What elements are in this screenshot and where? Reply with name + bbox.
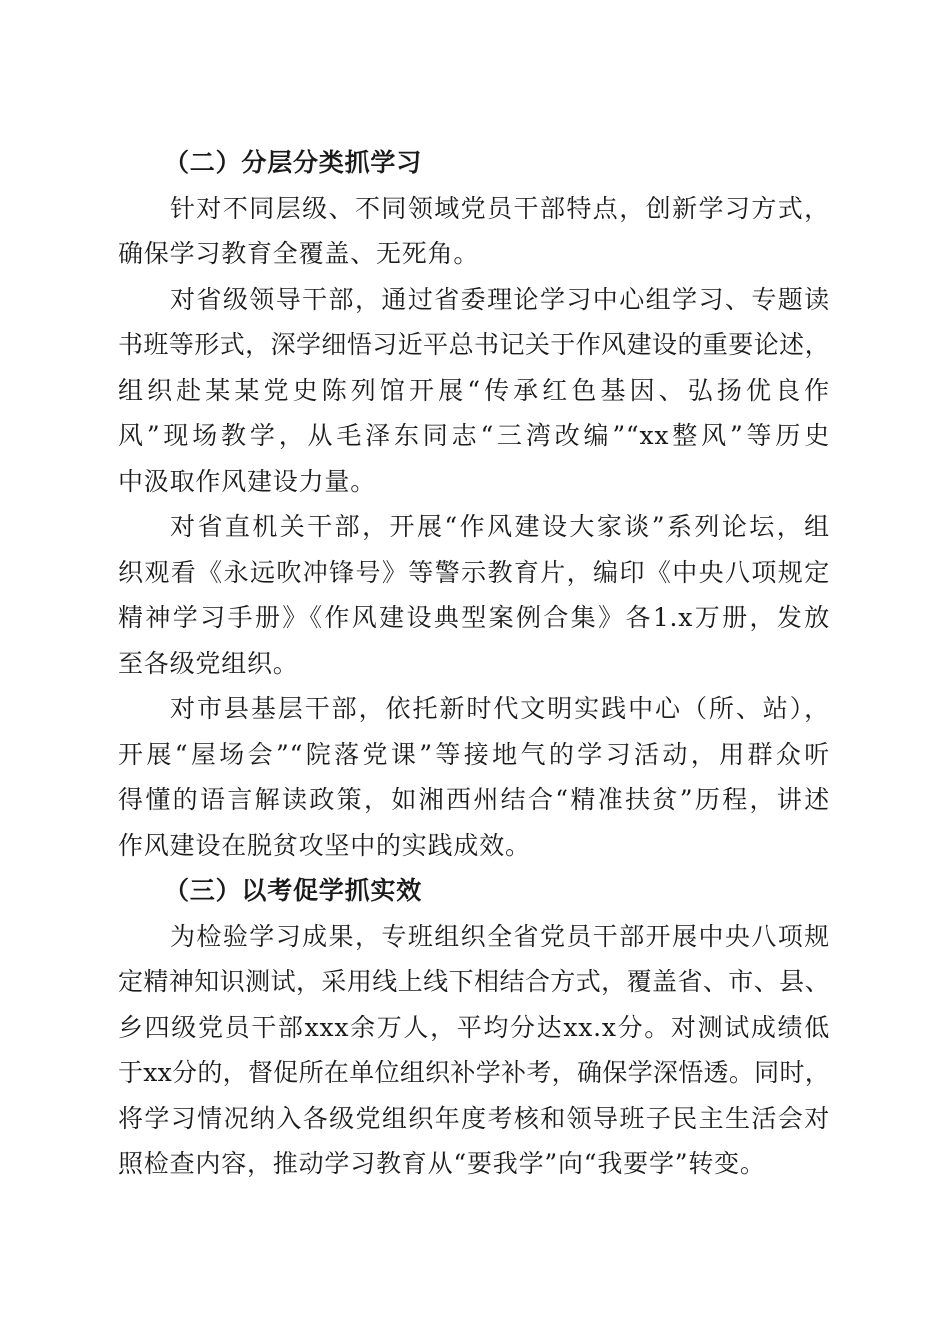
paragraph-line: 织观看《永远吹冲锋号》等警示教育片，编印《中央八项规定	[118, 557, 830, 587]
section-heading: （三）以考促学抓实效	[164, 876, 423, 905]
section-heading: （二）分层分类抓学习	[164, 148, 423, 177]
paragraph-line: 将学习情况纳入各级党组织年度考核和领导班子民主生活会对	[118, 1103, 830, 1133]
paragraph-line: 确保学习教育全覆盖、无死角。	[118, 239, 480, 268]
paragraph-line: 作风建设在脱贫攻坚中的实践成效。	[118, 830, 531, 860]
paragraph-line: 精神学习手册》《作风建设典型案例合集》各1.x万册，发放	[118, 603, 830, 632]
paragraph	[118, 504, 830, 686]
paragraph-line: 对省直机关干部，开展“作风建设大家谈”系列论坛，组	[170, 512, 830, 541]
paragraph-line: 对省级领导干部，通过省委理论学习中心组学习、专题读	[170, 284, 830, 314]
paragraph-line: 至各级党组织。	[118, 648, 299, 678]
paragraph	[118, 186, 830, 277]
paragraph-line: 风”现场教学，从毛泽东同志“三湾改编”“xx整风”等历史	[118, 421, 830, 450]
paragraph-line: 组织赴某某党史陈列馆开展“传承红色基因、弘扬优良作	[118, 375, 830, 405]
paragraph	[118, 686, 830, 868]
document-body	[118, 140, 830, 1187]
paragraph-line: 定精神知识测试，采用线上线下相结合方式，覆盖省、市、县、	[118, 967, 830, 996]
paragraph-line: 书班等形式，深学细悟习近平总书记关于作风建设的重要论述，	[118, 330, 830, 359]
paragraph-line: 照检查内容，推动学习教育从“要我学”向“我要学”转变。	[118, 1149, 766, 1178]
paragraph-line: 乡四级党员干部xxx余万人，平均分达xx.x分。对测试成绩低	[118, 1012, 830, 1042]
paragraph-line: 于xx分的，督促所在单位组织补学补考，确保学深悟透。同时，	[118, 1058, 830, 1087]
paragraph	[118, 277, 830, 505]
paragraph-line: 为检验学习成果，专班组织全省党员干部开展中央八项规	[170, 921, 830, 951]
paragraph-line: 得懂的语言解读政策，如湘西州结合“精准扶贫”历程，讲述	[118, 785, 830, 814]
paragraph	[118, 914, 830, 1187]
paragraph-line: 针对不同层级、不同领域党员干部特点，创新学习方式，	[170, 193, 830, 223]
paragraph-line: 开展“屋场会”“院落党课”等接地气的学习活动，用群众听	[118, 739, 830, 769]
paragraph-line: 中汲取作风建设力量。	[118, 466, 377, 496]
paragraph-line: 对市县基层干部，依托新时代文明实践中心（所、站），	[170, 694, 830, 723]
